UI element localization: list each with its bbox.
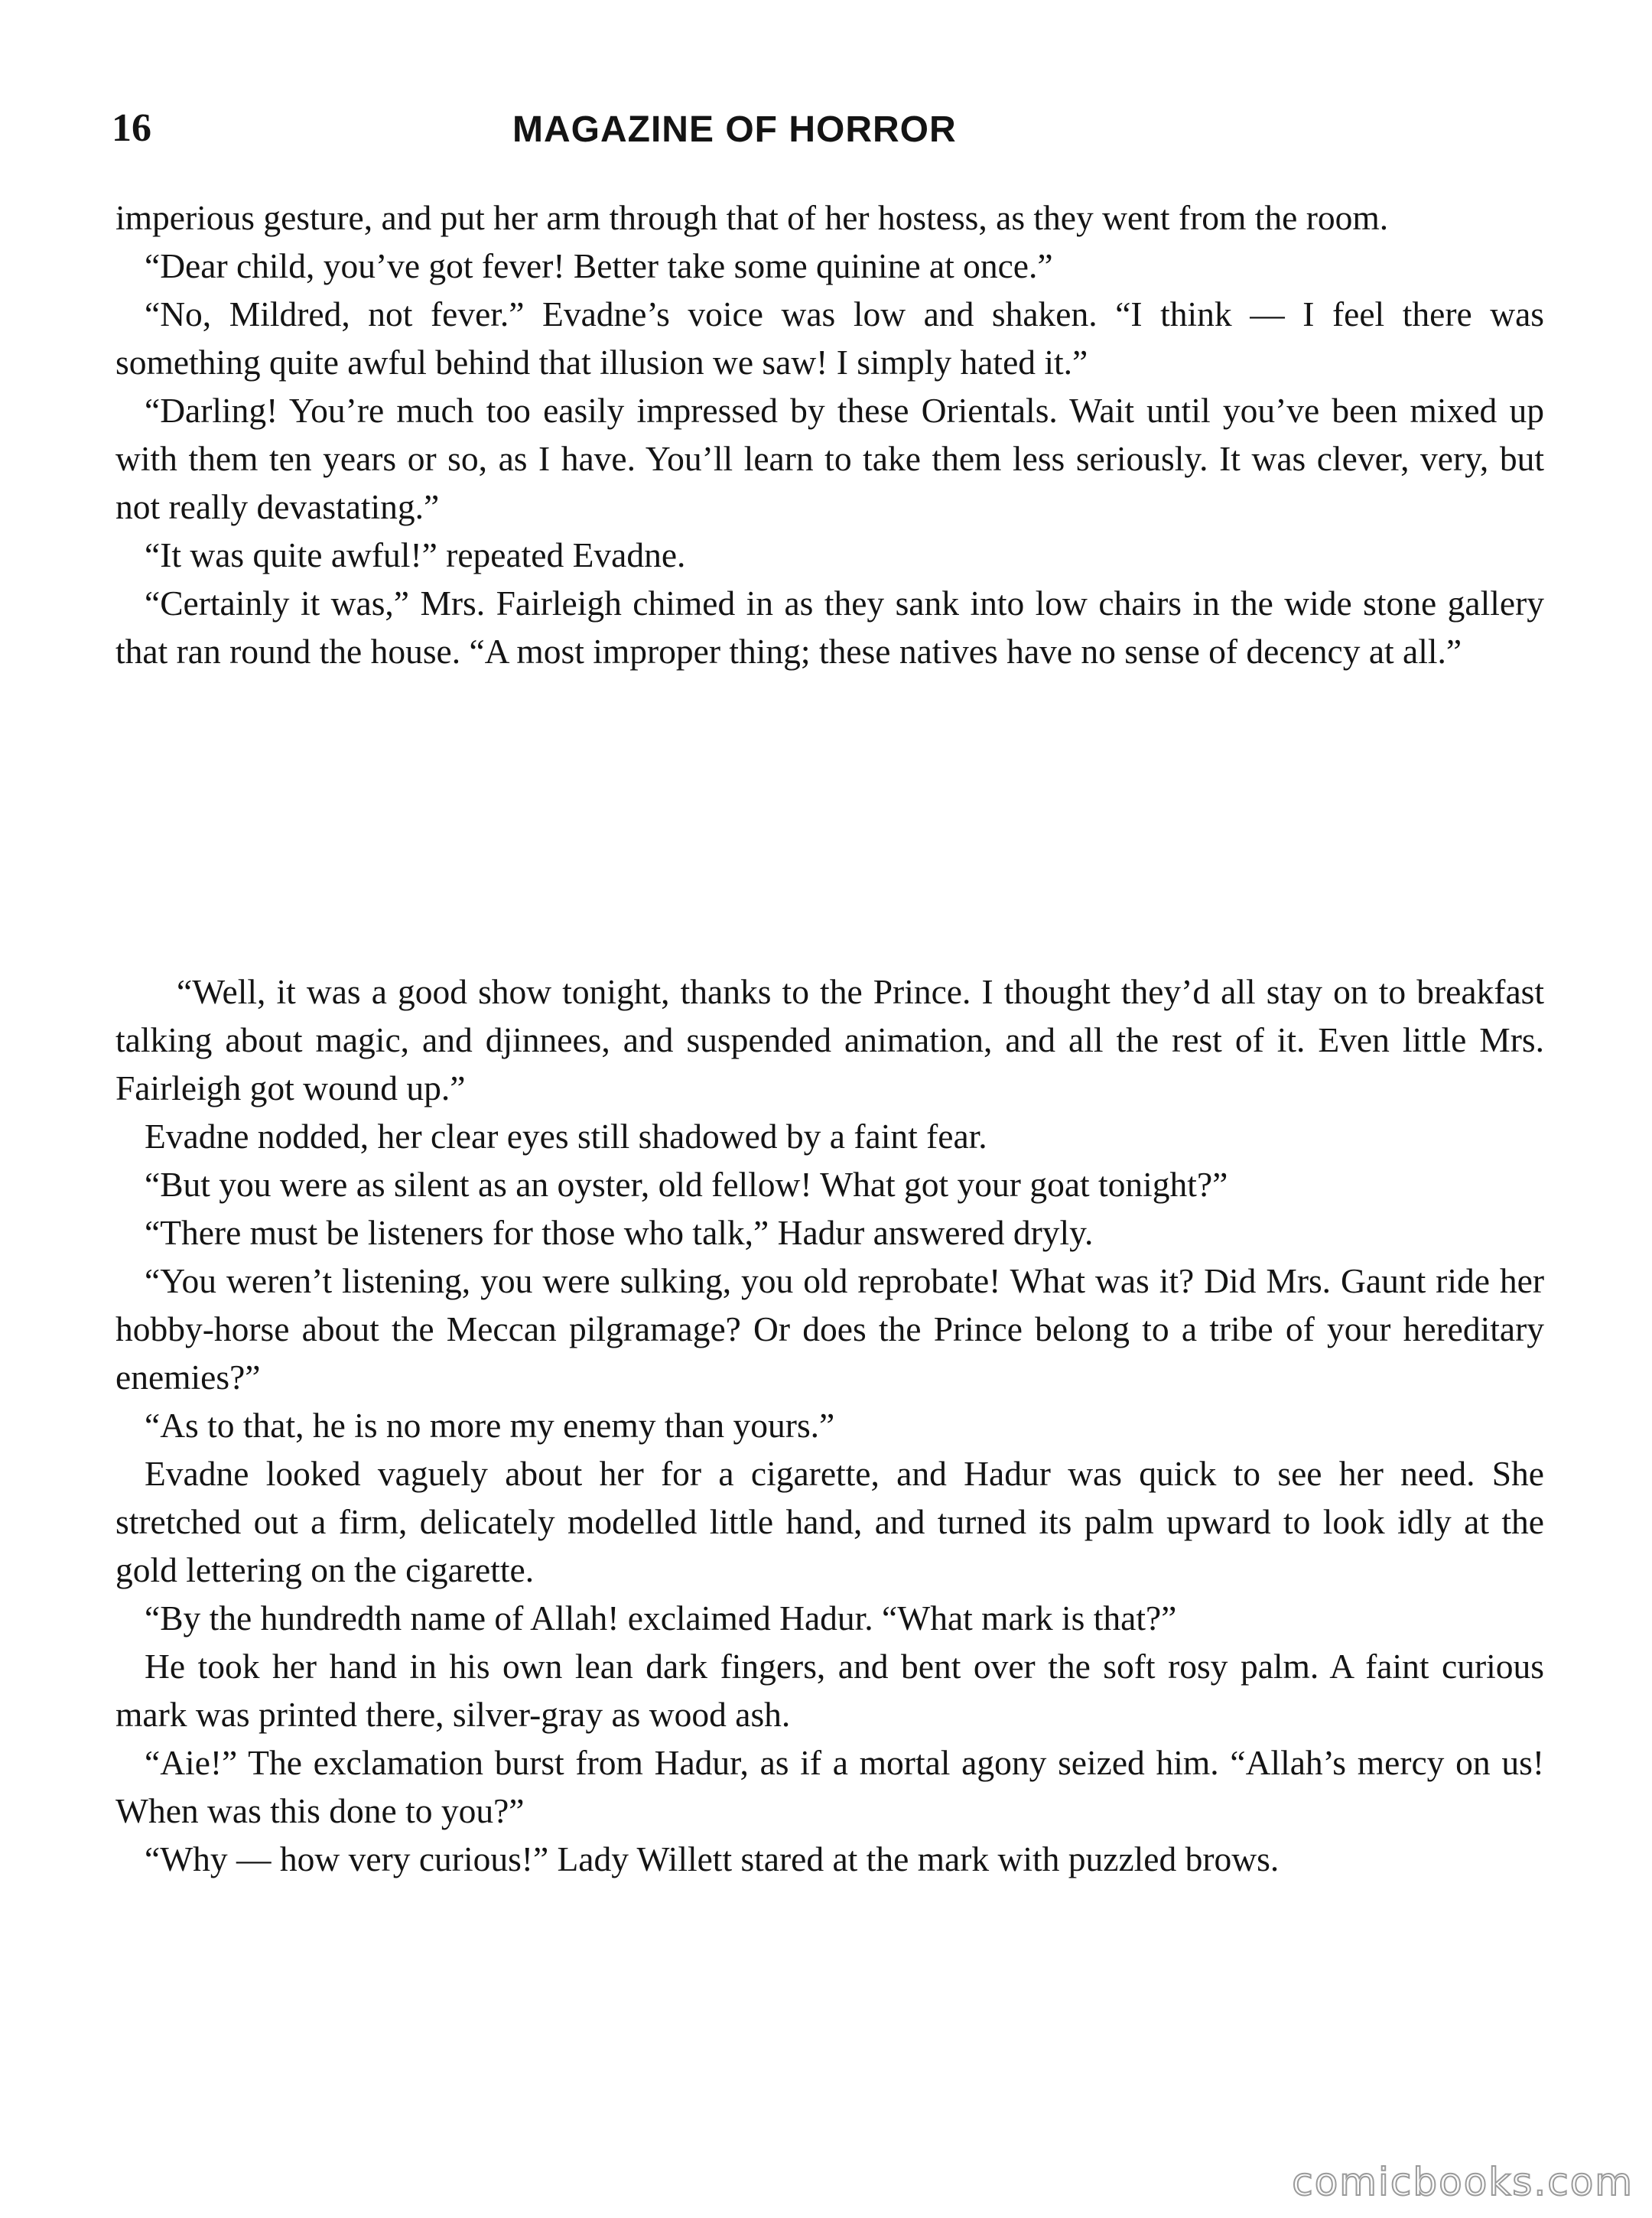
paragraph: Evadne nodded, her clear eyes still shadowed by a faint fear.: [145, 1117, 987, 1156]
paragraph: imperious gesture, and put her arm through that of her hostess, as they went from the room.: [115, 198, 1389, 237]
paragraph: “It was quite awful!” repeated Evadne.: [145, 535, 686, 574]
paragraph: “Aie!” The exclamation burst from Hadur, as if a mortal agony seized him. “Allah’s mercy on us! When was this done to you?”: [115, 1743, 1544, 1830]
paragraph: “Darling! You’re much too easily impressed by these Orientals. Wait until you’ve been mixed up with them ten years or so, as I have. You’ll learn to take them less seriously. It was clever, very, but not really devastating.”: [115, 391, 1544, 526]
paragraph: “Dear child, you’ve got fever! Better take some quinine at once.”: [145, 246, 1053, 285]
page-header: [112, 106, 1542, 159]
paragraph: “You weren’t listening, you were sulking, you old reprobate! What was it? Did Mrs. Gaunt ride her hobby-horse about the Meccan pilgramage? Or does the Prince belong to a tribe of your hereditary enemies?”: [115, 1261, 1544, 1397]
paragraph: Evadne looked vaguely about her for a cigarette, and Hadur was quick to see her need. She stretched out a firm, delicately modelled little hand, and turned its palm upward to look idly at the gold lettering on the cigarette.: [115, 1454, 1544, 1589]
text-section-2: [115, 968, 1544, 1883]
paragraph: “There must be listeners for those who talk,” Hadur answered dryly.: [145, 1213, 1094, 1252]
paragraph: “Certainly it was,” Mrs. Fairleigh chimed in as they sank into low chairs in the wide stone gallery that ran round the house. “A most improper thing; these natives have no sense of decency at all.”: [115, 584, 1544, 671]
paragraph: He took her hand in his own lean dark fingers, and bent over the soft rosy palm. A faint curious mark was printed there, silver-gray as wood ash.: [115, 1647, 1544, 1734]
watermark: comicbooks.com: [1292, 2160, 1634, 2204]
text-section-1: [115, 194, 1544, 675]
paragraph: “No, Mildred, not fever.” Evadne’s voice was low and shaken. “I think — I feel there was something quite awful behind that illusion we saw! I simply hated it.”: [115, 294, 1544, 382]
paragraph: “Well, it was a good show tonight, thanks to the Prince. I thought they’d all stay on to breakfast talking about magic, and djinnees, and suspended animation, and all the rest of it. Even little Mrs. Fairleigh got wound up.”: [115, 972, 1544, 1107]
paragraph: “But you were as silent as an oyster, old fellow! What got your goat tonight?”: [145, 1165, 1228, 1204]
running-title: MAGAZINE OF HORROR: [512, 109, 957, 150]
page-number: 16: [112, 106, 151, 150]
paragraph: “As to that, he is no more my enemy than yours.”: [145, 1406, 835, 1445]
paragraph: “By the hundredth name of Allah! exclaimed Hadur. “What mark is that?”: [145, 1598, 1177, 1637]
paragraph: “Why — how very curious!” Lady Willett stared at the mark with puzzled brows.: [145, 1839, 1280, 1878]
